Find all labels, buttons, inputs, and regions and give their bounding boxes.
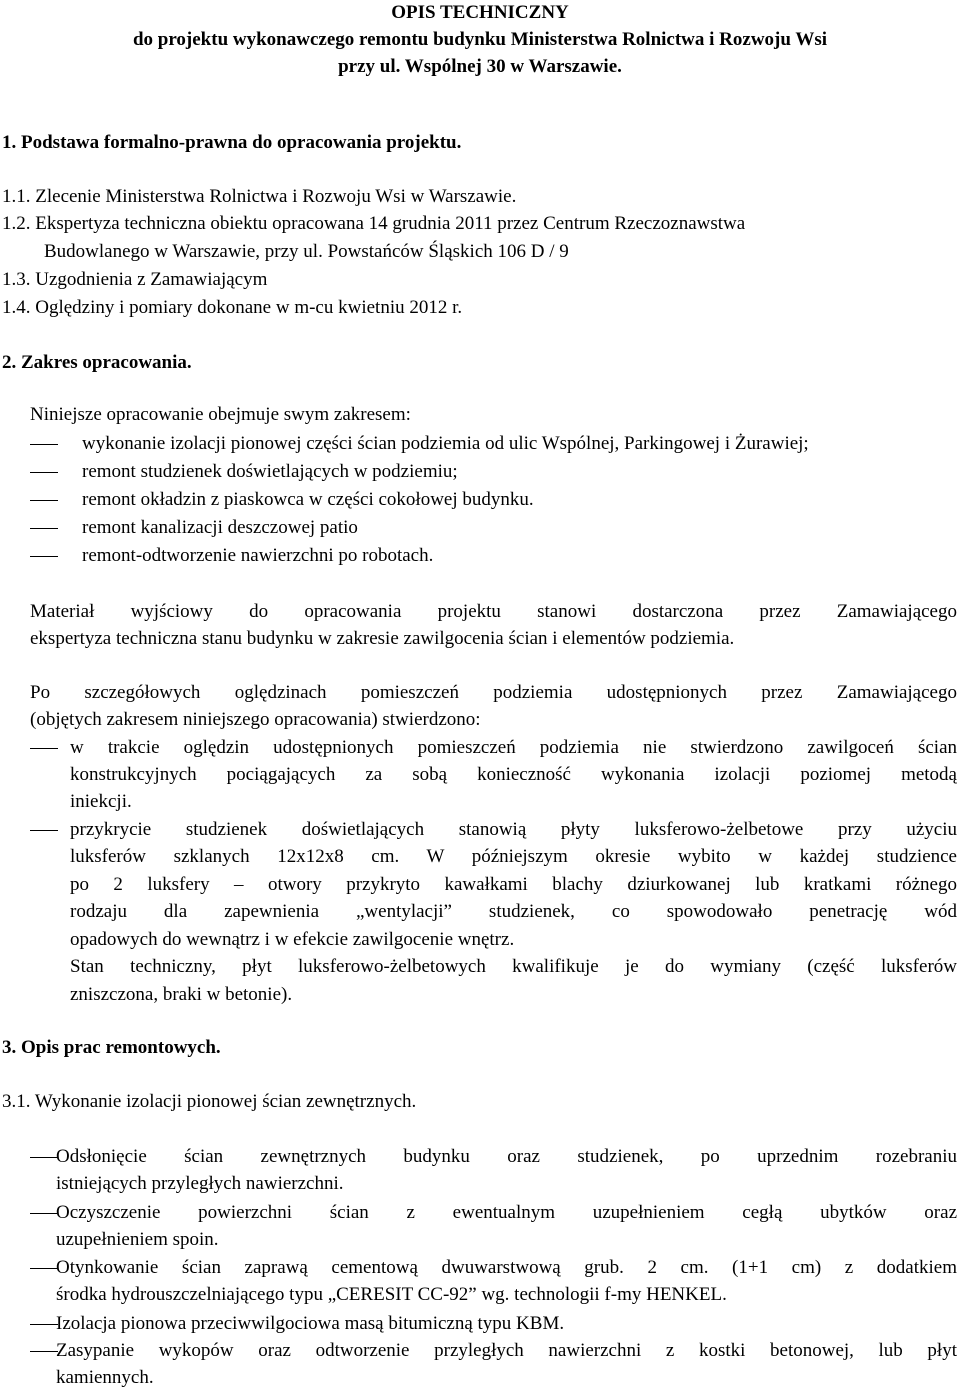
- doc-subtitle-line-1: do projektu wykonawczego remontu budynku Ministerstwa Rolnictwa i Rozwoju Wsi: [132, 29, 828, 50]
- finding-2-line: rodzaju dla zapewnienia „wentylacji” studzienek, co spowodowało penetrację wód: [70, 901, 957, 922]
- dash-bullet: [30, 444, 58, 445]
- section-2-heading: 2. Zakres opracowania.: [2, 352, 192, 373]
- work-item-line: Otynkowanie ścian zaprawą cementową dwuwarstwową grub. 2 cm. (1+1 cm) z dodatkiem: [56, 1257, 957, 1278]
- section-1-item-1-2: 1.2. Ekspertyza techniczna obiektu opracowana 14 grudnia 2011 przez Centrum Rzeczoznawstwa: [2, 213, 746, 234]
- scope-item: remont okładzin z piaskowca w części cokołowej budynku.: [82, 489, 534, 510]
- section-1-item-1-3: 1.3. Uzgodnienia z Zamawiającym: [2, 269, 268, 290]
- section-3-1-heading: 3.1. Wykonanie izolacji pionowej ścian zewnętrznych.: [2, 1091, 417, 1112]
- finding-2-line: po 2 luksfery – otwory przykryto kawałkami blachy dziurkowanej lub kratkami różnego: [70, 874, 957, 895]
- finding-1-line: konstrukcyjnych pociągających za sobą konieczność wykonania izolacji poziomej metodą: [70, 764, 957, 785]
- dash-bullet: [30, 1268, 58, 1269]
- work-item-line: uzupełnieniem spoin.: [56, 1229, 219, 1250]
- work-item-line: Izolacja pionowa przeciwwilgociowa masą bitumiczną typu KBM.: [56, 1313, 565, 1334]
- scope-item: remont studzienek doświetlających w podziemiu;: [82, 461, 458, 482]
- finding-2-line: zniszczona, braki w betonie).: [70, 984, 293, 1005]
- section-1-item-1-2-cont: Budowlanego w Warszawie, przy ul. Powstańców Śląskich 106 D / 9: [44, 241, 569, 262]
- work-item-line: istniejących przyległych nawierzchni.: [56, 1173, 344, 1194]
- doc-title: OPIS TECHNICZNY: [391, 2, 569, 23]
- findings-intro-line-1: Po szczegółowych oględzinach pomieszczeń podziemia udostępnionych przez Zamawiającego: [30, 682, 957, 703]
- dash-bullet: [30, 500, 58, 501]
- dash-bullet: [30, 748, 58, 749]
- scope-intro: Niniejsze opracowanie obejmuje swym zakresem:: [30, 404, 411, 425]
- material-paragraph-line-2: ekspertyza techniczna stanu budynku w zakresie zawilgocenia ścian i elementów podziemia.: [30, 628, 735, 649]
- dash-bullet: [30, 1213, 58, 1214]
- section-1-item-1-1: 1.1. Zlecenie Ministerstwa Rolnictwa i Rozwoju Wsi w Warszawie.: [2, 186, 517, 207]
- dash-bullet: [30, 830, 58, 831]
- dash-bullet: [30, 1324, 58, 1325]
- finding-2-line: luksferów szklanych 12x12x8 cm. W późniejszym okresie wybito w każdej studzience: [70, 846, 957, 867]
- finding-1-line: iniekcji.: [70, 791, 132, 812]
- findings-intro-line-2: (objętych zakresem niniejszego opracowania) stwierdzono:: [30, 709, 481, 730]
- doc-subtitle-line-2: przy ul. Wspólnej 30 w Warszawie.: [338, 56, 622, 77]
- work-item-line: kamiennych.: [56, 1367, 154, 1388]
- scope-item: remont-odtworzenie nawierzchni po robotach.: [82, 545, 434, 566]
- finding-1-line: w trakcie oględzin udostępnionych pomieszczeń podziemia nie stwierdzono zawilgoceń ścian: [70, 737, 957, 758]
- scope-item: remont kanalizacji deszczowej patio: [82, 517, 358, 538]
- work-item-line: Oczyszczenie powierzchni ścian z ewentualnym uzupełnieniem cegłą ubytków oraz: [56, 1202, 957, 1223]
- dash-bullet: [30, 1351, 58, 1352]
- dash-bullet: [30, 472, 58, 473]
- material-paragraph-line-1: Materiał wyjściowy do opracowania projektu stanowi dostarczona przez Zamawiającego: [30, 601, 957, 622]
- section-1-heading: 1. Podstawa formalno-prawna do opracowania projektu.: [2, 132, 462, 153]
- finding-2-line: opadowych do wewnątrz i w efekcie zawilgocenie wnętrz.: [70, 929, 515, 950]
- work-item-line: Zasypanie wykopów oraz odtworzenie przyległych nawierzchni z kostki betonowej, lub płyt: [56, 1340, 957, 1361]
- dash-bullet: [30, 528, 58, 529]
- section-1-item-1-4: 1.4. Oględziny i pomiary dokonane w m-cu kwietniu 2012 r.: [2, 297, 463, 318]
- finding-2-line: przykrycie studzienek doświetlających stanowią płyty luksferowo-żelbetowe przy użyciu: [70, 819, 957, 840]
- dash-bullet: [30, 1157, 58, 1158]
- work-item-line: środka hydrouszczelniającego typu „CERESIT CC-92” wg. technologii f-my HENKEL.: [56, 1284, 727, 1305]
- dash-bullet: [30, 556, 58, 557]
- work-item-line: Odsłonięcie ścian zewnętrznych budynku oraz studzienek, po uprzednim rozebraniu: [56, 1146, 957, 1167]
- section-3-heading: 3. Opis prac remontowych.: [2, 1037, 221, 1058]
- scope-item: wykonanie izolacji pionowej części ścian podziemia od ulic Wspólnej, Parkingowej i Żurawiej;: [82, 433, 809, 454]
- finding-2-line: Stan techniczny, płyt luksferowo-żelbetowych kwalifikuje je do wymiany (część luksferów: [70, 956, 957, 977]
